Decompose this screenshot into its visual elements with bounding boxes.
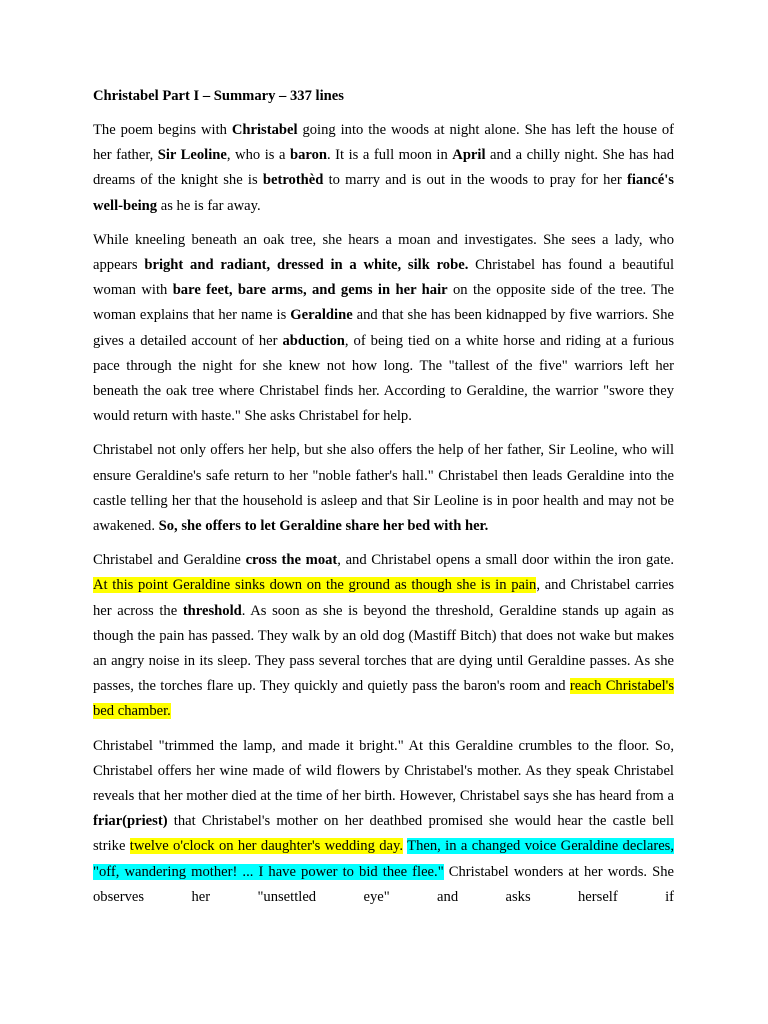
text-run: on the opposite side of the tree. The woman explains that her name is (93, 282, 675, 324)
bold-run: abduction (282, 332, 345, 349)
text-run: Christabel and Geraldine (93, 552, 246, 569)
bold-run: betrothèd (262, 172, 324, 189)
bold-run: baron (289, 147, 328, 164)
text-run: that Christabel's mother on her deathbed promised she would hear the castle bell strike (93, 813, 674, 855)
bold-run: April (452, 147, 486, 164)
yellow-highlight: twelve o'clock on her daughter's wedding day. (129, 838, 404, 855)
text-run: Christabel "trimmed the lamp, and made it bright." At this Geraldine crumbles to the floor. So, Christabel offers her wine made of wild flowers by Christabel's mother. As they speak Christabel reveals that her mother died at the time of her birth. However, Christabel says she has heard from a (93, 737, 674, 805)
text-run: , and Christabel opens a small door within the iron gate. (337, 552, 674, 569)
text-run: Christabel wonders at her words. She observes her "unsettled eye" and asks herself if (93, 863, 674, 905)
yellow-highlight: reach Christabel's bed chamber. (93, 678, 674, 720)
bold-run: cross the moat (245, 552, 338, 569)
bold-run: fiancé's well-being (93, 172, 674, 214)
text-run: Christabel not only offers her help, but she also offers the help of her father, Sir Leoline, who will ensure Geraldine's safe return to her "noble father's hall." Christabel then leads Geraldine into the castle telling her that the household is asleep and that Sir Leoline is in poor health and may not be awakened. (93, 442, 674, 535)
text-run: , who is a (226, 147, 290, 164)
paragraph-3 (93, 438, 674, 539)
bold-run: bare feet, bare arms, and gems in her hair (172, 282, 448, 299)
bold-run: So, she offers to let Geraldine share her bed with her. (158, 518, 489, 535)
paragraph-4 (93, 548, 674, 724)
text-run: , of being tied on a white horse and riding at a furious pace through the night for she knew not how long. The "tallest of the five" warriors left her beneath the oak tree where Christabel finds her. According to Geraldine, the warrior "swore they would return with haste." She asks Christabel for help. (93, 332, 675, 425)
bold-run: Sir Leoline (157, 147, 227, 164)
document-title: Christabel Part I – Summary – 337 lines (93, 88, 344, 104)
document-page (93, 85, 674, 919)
bold-run: bright and radiant, dressed in a white, silk robe. (144, 257, 469, 274)
bold-run: threshold (182, 602, 242, 619)
bold-run: friar(priest) (93, 813, 168, 830)
bold-run: Geraldine (290, 307, 353, 324)
text-run: . It is a full moon in (327, 147, 453, 164)
text-run: and a chilly night. She has had dreams of the knight she is (93, 147, 675, 189)
text-run: as he is far away. (157, 197, 261, 214)
text-run: going into the woods at night alone. She has left the house of her father, (93, 122, 674, 164)
text-run: While kneeling beneath an oak tree, she hears a moan and investigates. She sees a lady, who appears (93, 231, 674, 274)
paragraph-5 (93, 734, 674, 910)
text-run: to marry and is out in the woods to pray for her (323, 172, 627, 189)
text-run: The poem begins with (93, 122, 232, 138)
text-run: and that she has been kidnapped by five warriors. She gives a detailed account of her (93, 307, 674, 349)
yellow-highlight: At this point Geraldine sinks down on the ground as though she is in pain (93, 577, 537, 594)
paragraph-1 (93, 118, 674, 219)
bold-run: Christabel (231, 122, 298, 138)
text-run: Christabel has found a beautiful woman with (93, 257, 675, 299)
cyan-highlight: Then, in a changed voice Geraldine declares, "off, wandering mother! ... I have power to bid thee flee." (93, 838, 675, 880)
text-run: , and Christabel carries her across the (93, 577, 675, 619)
paragraph-2 (93, 228, 674, 430)
text-run: . As soon as she is beyond the threshold, Geraldine stands up again as though the pain has passed. They walk by an old dog (Mastiff Bitch) that does not wake but makes an angry noise in its sleep. They pass several torches that are dying until Geraldine passes. As she passes, the torches flare up. They quickly and quietly pass the baron's room and (93, 602, 674, 695)
